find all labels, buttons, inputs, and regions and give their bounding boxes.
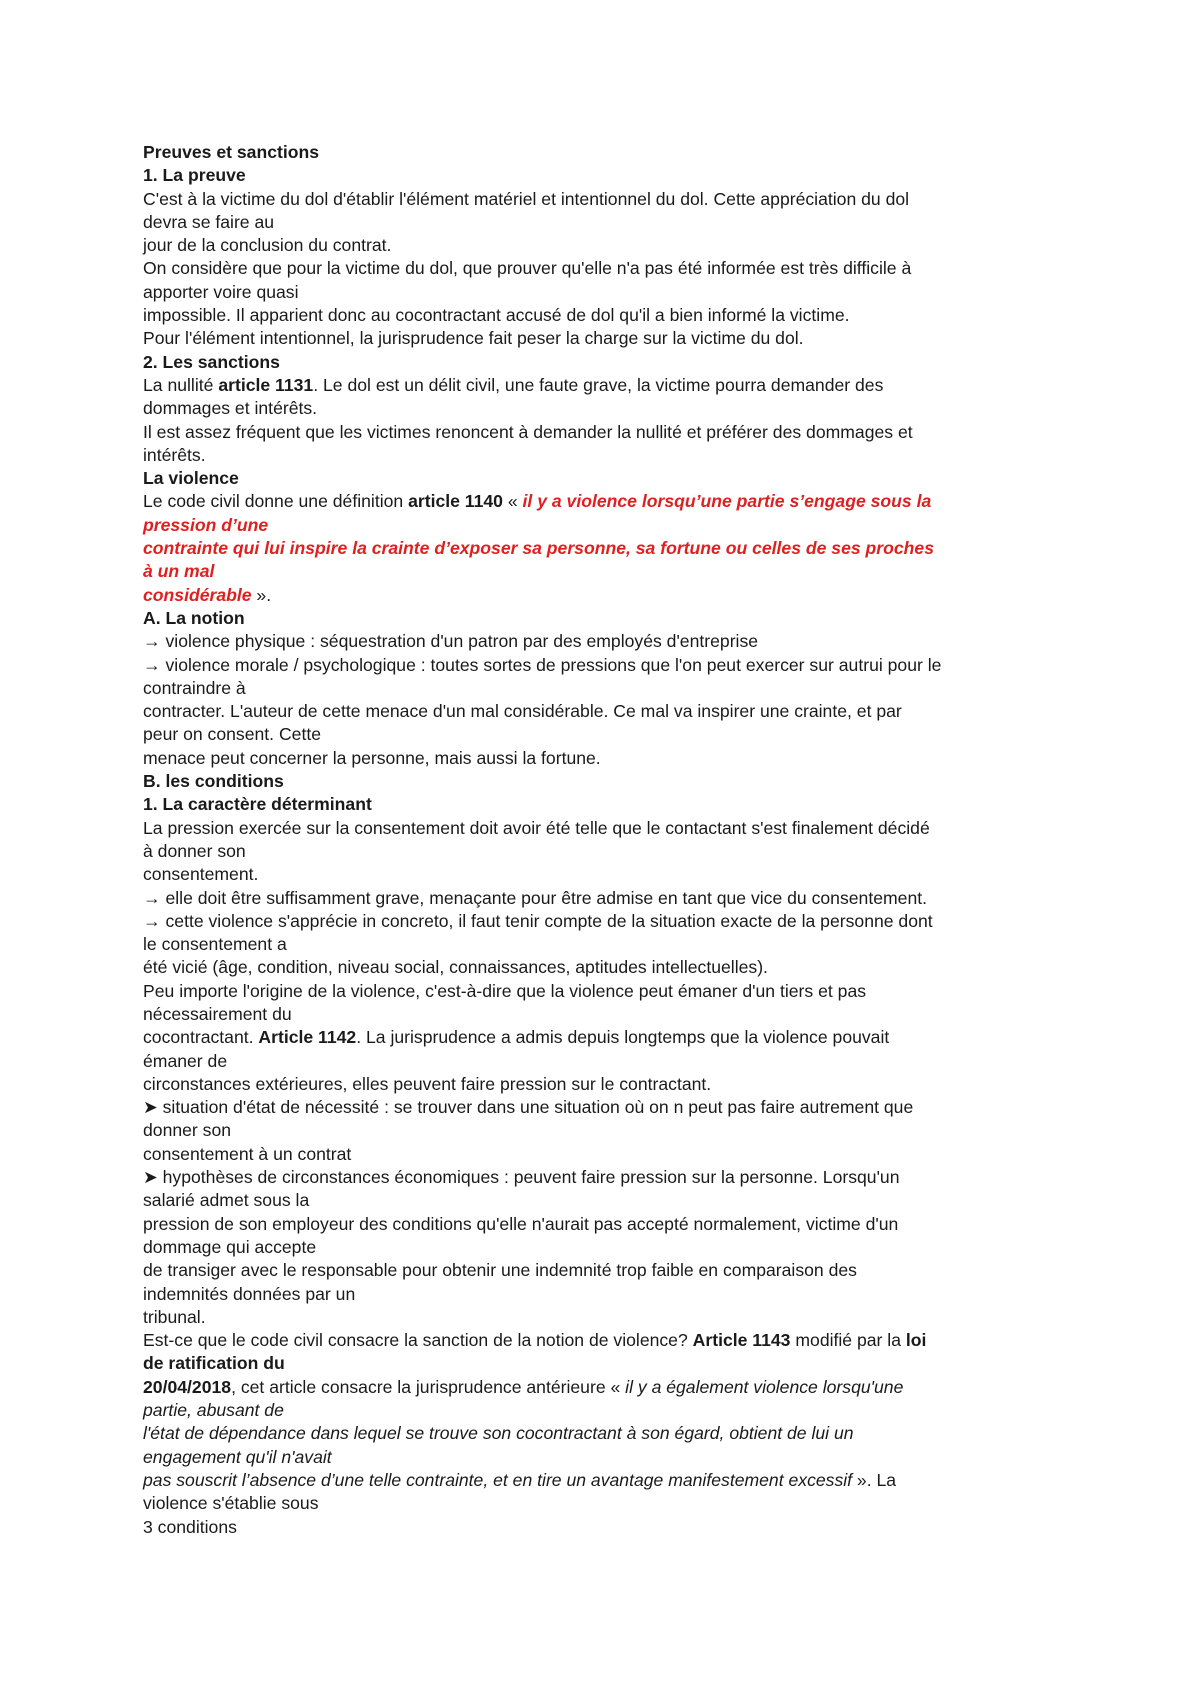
text-run: ». La <box>852 1469 897 1490</box>
bullet-line: → elle doit être suffisamment grave, menaçante pour être admise en tant que vice du consentement. <box>143 887 928 908</box>
text-run: ». <box>251 584 272 605</box>
bullet-line: ➤ situation d'état de nécessité : se trouver dans une situation où on n peut pas faire autrement que <box>143 1097 914 1118</box>
paragraph-line: tribunal. <box>143 1306 206 1327</box>
bullet-line: → violence morale / psychologique : toutes sortes de pressions que l'on peut exercer sur autrui pour le <box>143 654 942 675</box>
paragraph-line <box>143 1376 1078 1399</box>
paragraph-line: Peu importe l'origine de la violence, c'est-à-dire que la violence peut émaner d'un tiers et pas <box>143 980 867 1001</box>
paragraph-line: Pour l'élément intentionnel, la jurisprudence fait peser la charge sur la victime du dol. <box>143 328 804 349</box>
paragraph-line: La pression exercée sur la consentement doit avoir été telle que le contactant s'est finalement décidé <box>143 817 930 838</box>
legal-quote-line: contrainte qui lui inspire la crainte d’exposer sa personne, sa fortune ou celles de ses proches <box>143 538 934 559</box>
paragraph-line: C'est à la victime du dol d'établir l'élément matériel et intentionnel du dol. Cette appréciation du dol <box>143 188 910 209</box>
text-run: La nullité <box>143 374 219 395</box>
section-heading-conditions: B. les conditions <box>143 771 284 792</box>
paragraph-line: contraindre à <box>143 677 246 698</box>
paragraph-line: violence s'établie sous <box>143 1493 319 1514</box>
bullet-line: → violence physique : séquestration d'un patron par des employés d'entreprise <box>143 631 759 652</box>
legal-quote-line: pression d’une <box>143 514 269 535</box>
paragraph-line: à donner son <box>143 840 246 861</box>
italic-quote-line: partie, abusant de <box>143 1400 284 1421</box>
paragraph-line: peur on consent. Cette <box>143 724 322 745</box>
paragraph-line: menace peut concerner la personne, mais aussi la fortune. <box>143 747 601 768</box>
paragraph-line: devra se faire au <box>143 211 275 232</box>
section-heading-preuve: 1. La preuve <box>143 165 246 186</box>
paragraph-line <box>143 490 1078 513</box>
text-run: Est-ce que le code civil consacre la sanction de la notion de violence? <box>143 1330 693 1351</box>
paragraph-line: circonstances extérieures, elles peuvent faire pression sur le contractant. <box>143 1073 712 1094</box>
paragraph-line <box>143 374 1078 397</box>
paragraph-line: nécessairement du <box>143 1003 292 1024</box>
paragraph-line: le consentement a <box>143 934 287 955</box>
paragraph-line <box>143 1469 1078 1492</box>
paragraph-line: apporter voire quasi <box>143 281 299 302</box>
legal-quote: considérable <box>143 584 252 605</box>
paragraph-line: 3 conditions <box>143 1516 237 1537</box>
article-reference: Article 1143 <box>692 1330 791 1351</box>
paragraph-line: consentement à un contrat <box>143 1143 352 1164</box>
text-run: cocontractant. <box>143 1027 259 1048</box>
law-reference: loi <box>905 1330 927 1351</box>
paragraph-line: donner son <box>143 1120 232 1141</box>
paragraph-line: dommage qui accepte <box>143 1236 317 1257</box>
article-reference: article 1140 <box>408 491 503 512</box>
text-run: , cet article consacre la jurisprudence antérieure « <box>231 1376 626 1397</box>
legal-quote: il y a violence lorsqu’une partie s’engage sous la <box>522 491 932 512</box>
paragraph-line: Il est assez fréquent que les victimes renoncent à demander la nullité et préférer des dommages et <box>143 421 913 442</box>
italic-quote-line: engagement qu'il n'avait <box>143 1446 332 1467</box>
paragraph-line: impossible. Il apparient donc au cocontractant accusé de dol qu'il a bien informé la victime. <box>143 305 850 326</box>
italic-quote-line: l'état de dépendance dans lequel se trouve son cocontractant à son égard, obtient de lui un <box>143 1423 854 1444</box>
paragraph-line: On considère que pour la victime du dol, que prouver qu'elle n'a pas été informée est très difficile à <box>143 258 912 279</box>
paragraph-line: salarié admet sous la <box>143 1190 310 1211</box>
paragraph-line: intérêts. <box>143 444 206 465</box>
section-heading-notion: A. La notion <box>143 607 245 628</box>
text-run: Le code civil donne une définition <box>143 491 409 512</box>
subsection-heading-determinant: 1. La caractère déterminant <box>143 794 372 815</box>
paragraph-line: de transiger avec le responsable pour obtenir une indemnité trop faible en comparaison des <box>143 1260 857 1281</box>
bullet-line: → cette violence s'apprécie in concreto, il faut tenir compte de la situation exacte de la personne dont <box>143 910 933 931</box>
paragraph-line: émaner de <box>143 1050 228 1071</box>
paragraph-line <box>143 1026 1078 1049</box>
legal-quote-line: à un mal <box>143 561 215 582</box>
section-heading-sanctions: 2. Les sanctions <box>143 351 280 372</box>
paragraph-line <box>143 584 1078 607</box>
paragraph-line: pression de son employeur des conditions qu'elle n'aurait pas accepté normalement, victime d'un <box>143 1213 899 1234</box>
law-reference-line: de ratification du <box>143 1353 285 1374</box>
article-reference: Article 1142 <box>258 1027 357 1048</box>
paragraph-line: jour de la conclusion du contrat. <box>143 235 392 256</box>
section-heading-violence: La violence <box>143 468 239 489</box>
italic-quote: pas souscrit l’absence d’une telle contrainte, et en tire un avantage manifestement excessif <box>143 1469 853 1490</box>
italic-quote: il y a également violence lorsqu'une <box>625 1376 904 1397</box>
paragraph-line: été vicié (âge, condition, niveau social, connaissances, aptitudes intellectuelles). <box>143 957 768 978</box>
article-reference: article 1131 <box>218 374 314 395</box>
text-run: modifié par la <box>790 1330 906 1351</box>
document-page <box>143 141 1078 1539</box>
doc-title: Preuves et sanctions <box>143 142 320 162</box>
text-run: « <box>502 491 523 512</box>
paragraph-line: consentement. <box>143 864 259 885</box>
text-run: . Le dol est un délit civil, une faute grave, la victime pourra demander des <box>313 374 884 395</box>
text-run: . La jurisprudence a admis depuis longtemps que la violence pouvait <box>356 1027 890 1048</box>
bullet-line: ➤ hypothèses de circonstances économiques : peuvent faire pression sur la personne. Lorsqu'un <box>143 1167 900 1188</box>
date-reference: 20/04/2018 <box>143 1376 232 1397</box>
paragraph-line: dommages et intérêts. <box>143 398 318 419</box>
paragraph-line <box>143 1329 1078 1352</box>
paragraph-line: contracter. L'auteur de cette menace d'un mal considérable. Ce mal va inspirer une crainte, et par <box>143 701 902 722</box>
paragraph-line: indemnités données par un <box>143 1283 356 1304</box>
